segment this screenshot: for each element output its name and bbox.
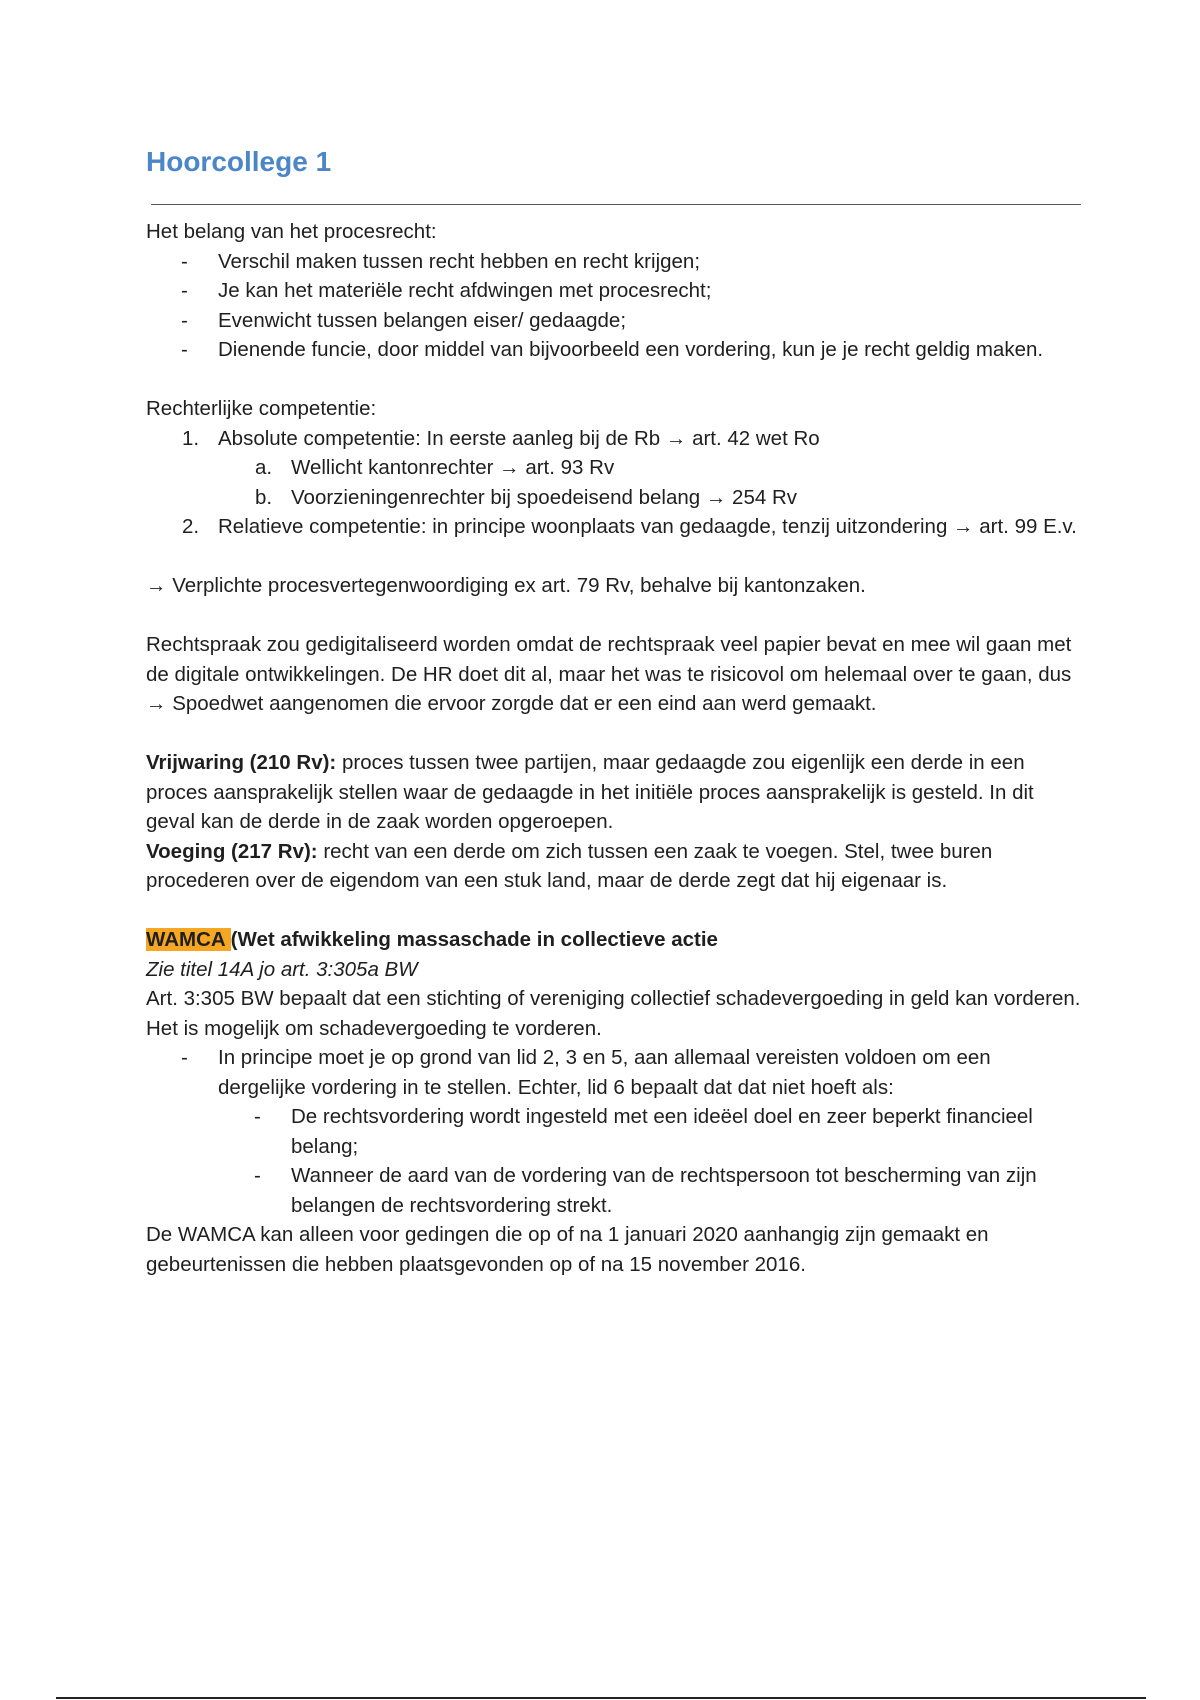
vrijwaring-term: Vrijwaring (210 Rv): bbox=[146, 751, 337, 774]
sub-list-item: b. Voorzieningenrechter bij spoedeisend belang → 254 Rv bbox=[146, 483, 1081, 513]
list-number: 2. bbox=[182, 515, 200, 538]
list-item: - Je kan het materiële recht afdwingen met procesrecht; bbox=[146, 276, 1081, 306]
list-item: - Dienende funcie, door middel van bijvoorbeeld een vordering, kun je je recht geldig maken. bbox=[146, 335, 1081, 365]
title-divider bbox=[151, 204, 1081, 205]
wamca-reference: Zie titel 14A jo art. 3:305a BW bbox=[146, 957, 418, 981]
list-item: - Verschil maken tussen recht hebben en recht krijgen; bbox=[146, 247, 1081, 277]
bullet-marker: - bbox=[181, 308, 188, 332]
list-number: 1. bbox=[182, 426, 200, 450]
digitalisering-paragraph: Rechtspraak zou gedigitaliseerd worden omdat de rechtspraak veel papier bevat en mee wil gaan met de digitale ontwikkelingen. De HR doet dit al, maar het was te risicovol om helemaal over te gaan, dus → Spoedwet aangenomen die ervoor zorgde dat er een eind aan werd gemaakt. bbox=[146, 633, 1072, 715]
page-title: Hoorcollege 1 bbox=[146, 146, 332, 177]
list-letter: b. bbox=[255, 485, 273, 509]
wamca-intro: Art. 3:305 BW bepaalt dat een stichting of vereniging collectief schadevergoeding in geld kan vorderen. Het is mogelijk om schadevergoeding te vorderen. bbox=[146, 987, 1081, 1040]
sub-list-item: - Wanneer de aard van de vordering van de rechtspersoon tot bescherming van zijn belangen de rechtsvordering strekt. bbox=[146, 1161, 1081, 1220]
bullet-marker: - bbox=[181, 1046, 188, 1069]
wamca-list bbox=[146, 1043, 1081, 1220]
wamca-heading: WAMCA (Wet afwikkeling massaschade in collectieve actie bbox=[146, 928, 718, 951]
list-item: 2. Relatieve competentie: in principe woonplaats van gedaagde, tenzij uitzondering → art. 99 E.v. bbox=[146, 512, 1081, 542]
list-item: - In principe moet je op grond van lid 2, 3 en 5, aan allemaal vereisten voldoen om een dergelijke vordering in te stellen. Echter, lid 6 bepaalt dat dat niet hoeft als: bbox=[146, 1043, 1081, 1102]
page-bottom-border bbox=[56, 1697, 1146, 1699]
wamca-highlight: WAMCA bbox=[146, 928, 231, 951]
voeging-term: Voeging (217 Rv): bbox=[146, 839, 318, 863]
bullet-marker: - bbox=[254, 1164, 261, 1187]
vrijwaring-paragraph: Vrijwaring (210 Rv): proces tussen twee partijen, maar gedaagde zou eigenlijk een derde in een proces aansprakelijk stellen waar de gedaagde in het initiële proces aansprakelijk is gesteld. In dit geval kan de derde in de zaak worden opgeroepen. bbox=[146, 751, 1034, 833]
procesvertegenwoordiging-note: → Verplichte procesvertegenwoordiging ex art. 79 Rv, behalve bij kantonzaken. bbox=[146, 574, 866, 597]
competentie-list bbox=[146, 424, 1081, 542]
sub-list-item: - De rechtsvordering wordt ingesteld met een ideëel doel en zeer beperkt financieel belang; bbox=[146, 1102, 1081, 1161]
bullet-marker: - bbox=[181, 279, 188, 302]
bullet-marker: - bbox=[181, 249, 188, 273]
bullet-marker: - bbox=[181, 338, 188, 361]
voeging-paragraph: Voeging (217 Rv): recht van een derde om zich tussen een zaak te voegen. Stel, twee buren procederen over de eigendom van een stuk land, maar de derde zegt dat hij eigenaar is. bbox=[146, 839, 993, 892]
bullet-marker: - bbox=[254, 1105, 261, 1128]
belang-list bbox=[146, 247, 1081, 365]
section-belang-heading: Het belang van het procesrecht: bbox=[146, 220, 437, 243]
section-competentie-heading: Rechterlijke competentie: bbox=[146, 397, 377, 420]
document-page bbox=[146, 140, 1081, 1279]
wamca-closing: De WAMCA kan alleen voor gedingen die op of na 1 januari 2020 aanhangig zijn gemaakt en gebeurtenissen die hebben plaatsgevonden op of na 15 november 2016. bbox=[146, 1223, 989, 1276]
list-item: 1. Absolute competentie: In eerste aanleg bij de Rb → art. 42 wet Ro bbox=[146, 424, 1081, 454]
list-item: - Evenwicht tussen belangen eiser/ gedaagde; bbox=[146, 306, 1081, 336]
list-letter: a. bbox=[255, 456, 273, 479]
sub-list-item: a. Wellicht kantonrechter → art. 93 Rv bbox=[146, 453, 1081, 483]
